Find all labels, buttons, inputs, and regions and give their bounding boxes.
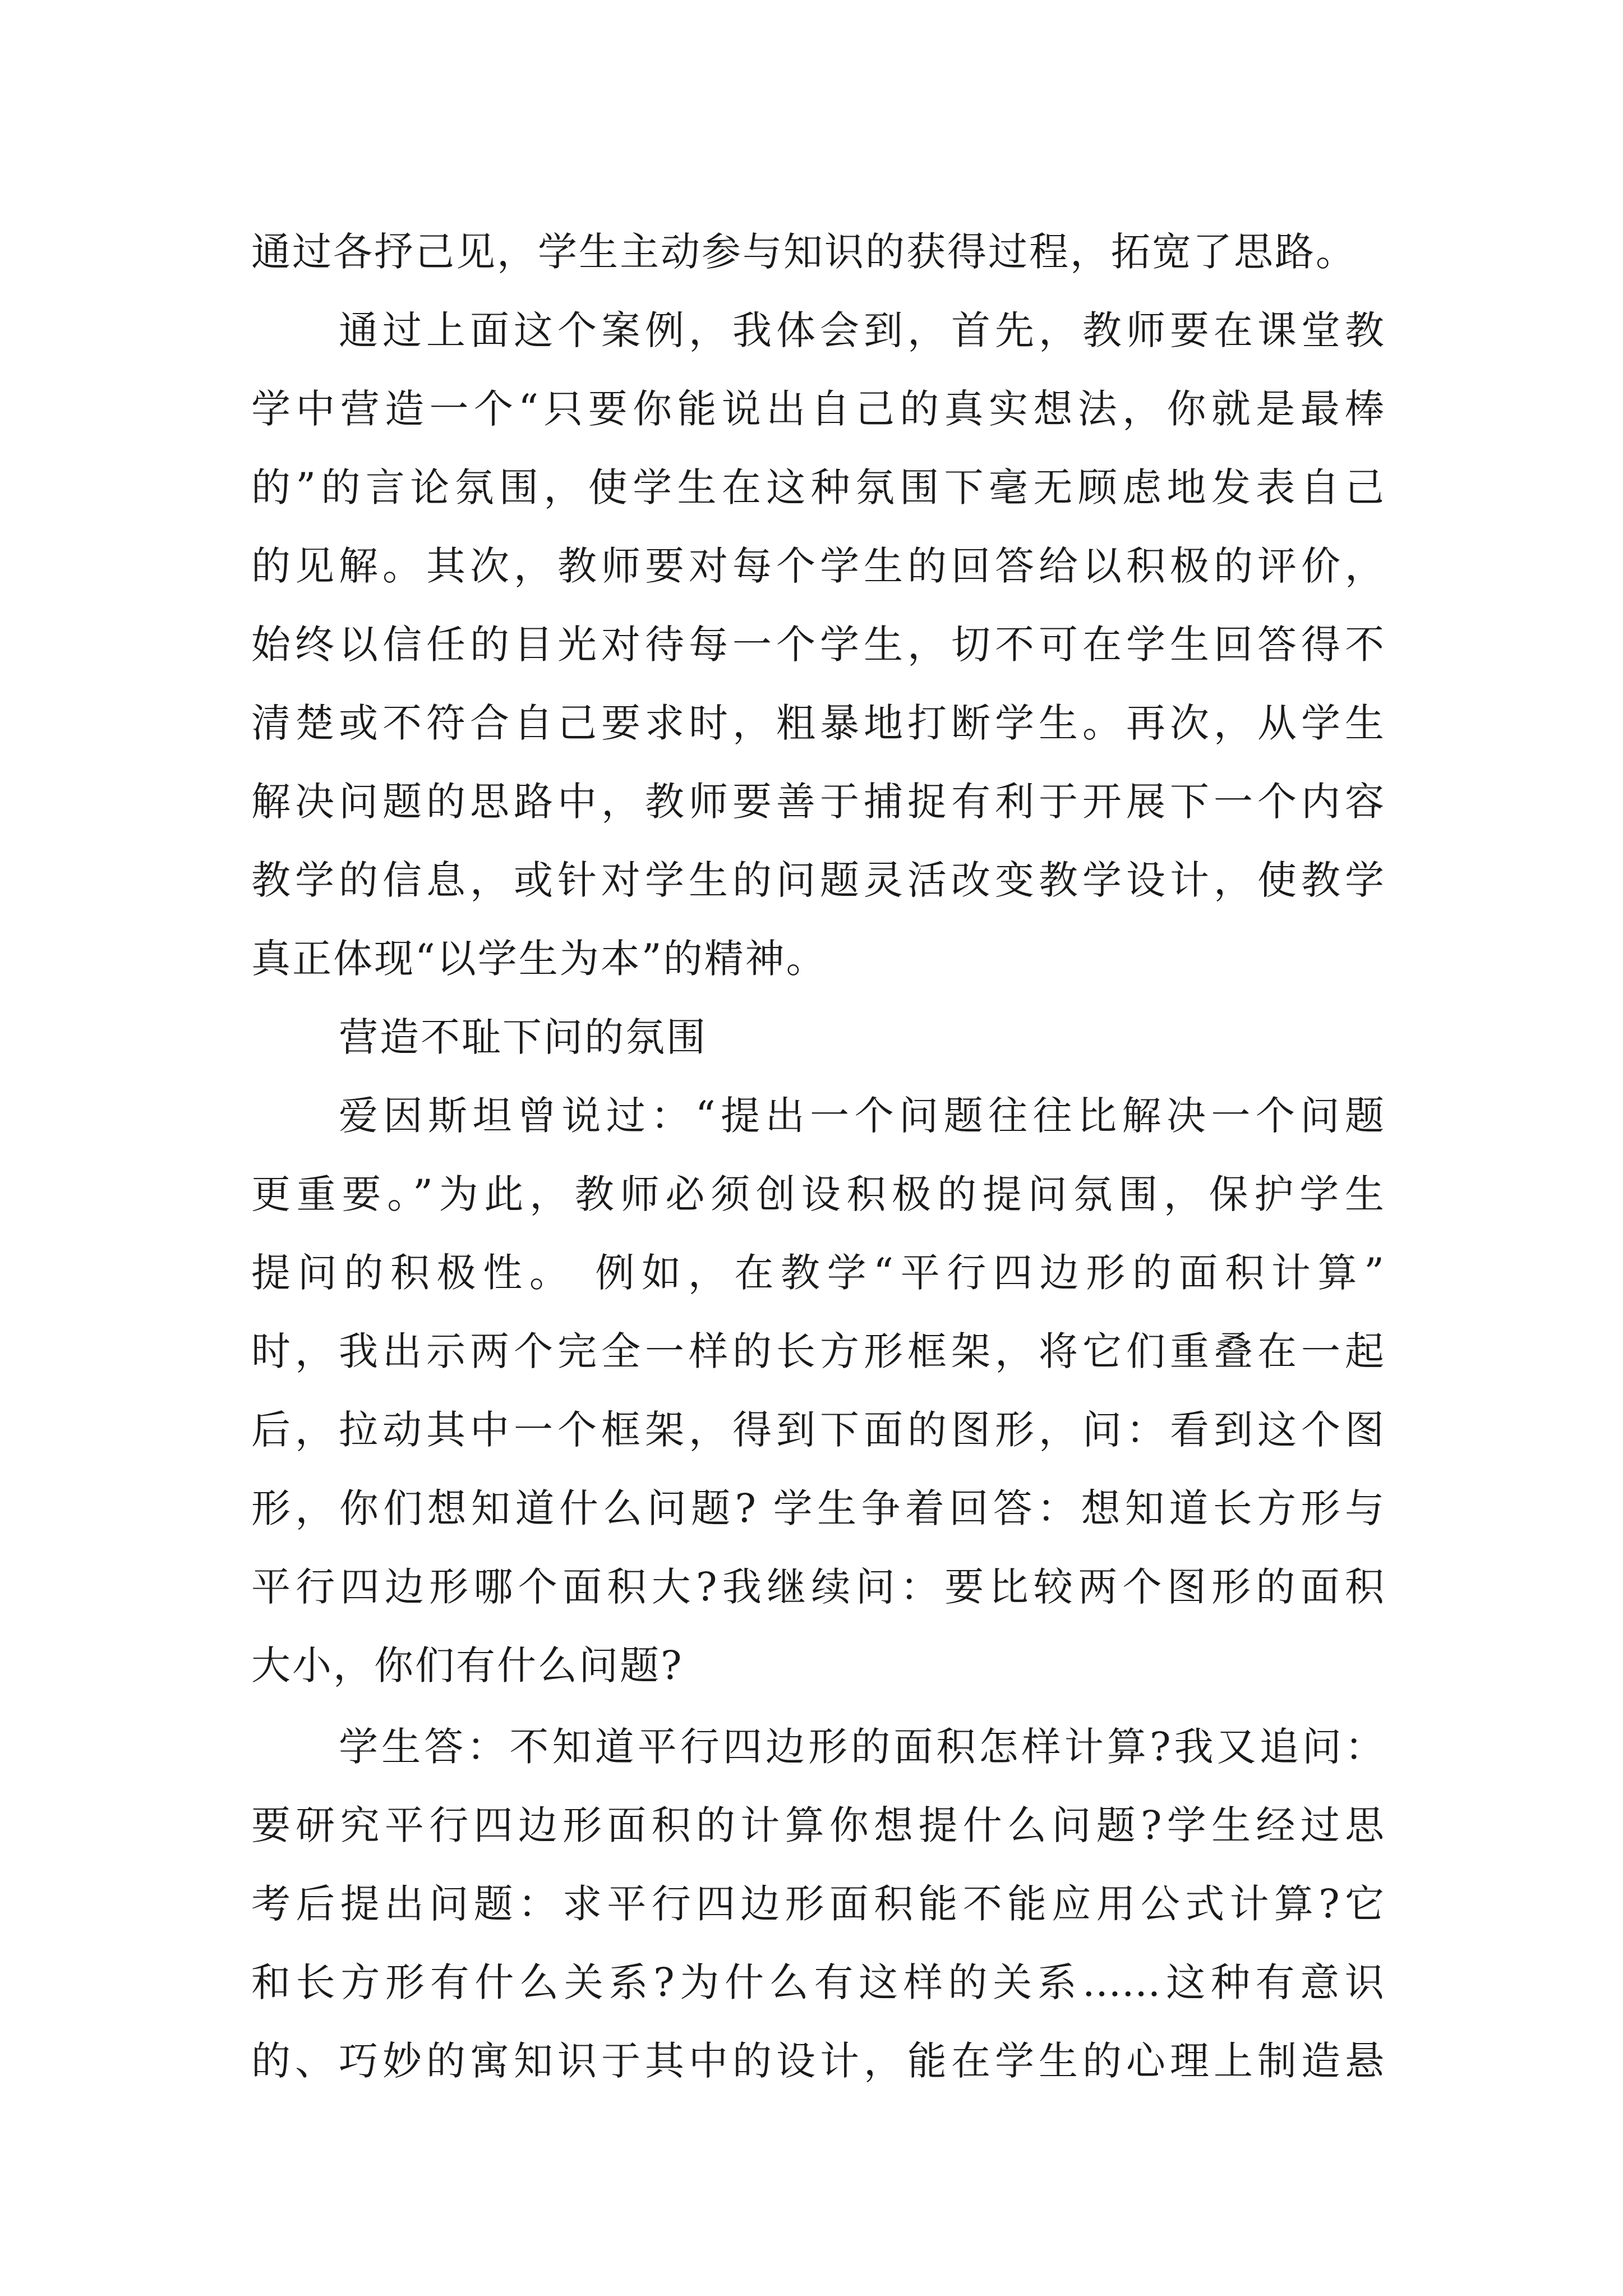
text-line: 真正体现“以学生为本”的精神。 (251, 936, 827, 982)
text-line: 的”的言论氛围，使学生在这种氛围下毫无顾虑地发表自己 (251, 464, 1384, 510)
text-line: 教学的信息，或针对学生的问题灵活改变教学设计，使教学 (251, 857, 1384, 903)
text-line: 爱因斯坦曾说过：“提出一个问题往往比解决一个问题 (339, 1093, 1384, 1139)
text-line: 解决问题的思路中，教师要善于捕捉有利于开展下一个内容 (251, 779, 1384, 825)
text-line: 更重要。”为此，教师必须创设积极的提问氛围，保护学生 (251, 1171, 1384, 1217)
text-line: 的见解。其次，教师要对每个学生的回答给以积极的评价， (251, 543, 1384, 589)
text-line: 清楚或不符合自己要求时，粗暴地打断学生。再次，从学生 (251, 700, 1384, 746)
text-line: 学中营造一个“只要你能说出自己的真实想法，你就是最棒 (251, 386, 1384, 432)
text-line: 的、巧妙的寓知识于其中的设计，能在学生的心理上制造悬 (251, 2038, 1384, 2084)
text-line: 形，你们想知道什么问题? 学生争着回答：想知道长方形与 (251, 1485, 1384, 1531)
text-line: 考后提出问题：求平行四边形面积能不能应用公式计算?它 (251, 1881, 1384, 1927)
text-line: 通过上面这个案例，我体会到，首先，教师要在课堂教 (339, 307, 1384, 353)
text-line: 始终以信任的目光对待每一个学生，切不可在学生回答得不 (251, 622, 1384, 668)
text-line: 平行四边形哪个面积大?我继续问：要比较两个图形的面积 (251, 1564, 1384, 1610)
text-line: 大小，你们有什么问题? (251, 1642, 684, 1688)
text-line: 时，我出示两个完全一样的长方形框架，将它们重叠在一起 (251, 1328, 1384, 1374)
text-line: 学生答：不知道平行四边形的面积怎样计算?我又追问： (339, 1724, 1384, 1770)
text-line: 后，拉动其中一个框架，得到下面的图形，问：看到这个图 (251, 1407, 1384, 1453)
text-line: 通过各抒己见，学生主动参与知识的获得过程，拓宽了思路。 (251, 229, 1357, 275)
text-line: 要研究平行四边形面积的计算你想提什么问题?学生经过思 (251, 1802, 1384, 1848)
section-heading: 营造不耻下问的氛围 (339, 1014, 707, 1060)
text-line: 提问的积极性。 例如，在教学“平行四边形的面积计算” (251, 1250, 1384, 1296)
text-line: 和长方形有什么关系?为什么有这样的关系……这种有意识 (251, 1959, 1384, 2005)
